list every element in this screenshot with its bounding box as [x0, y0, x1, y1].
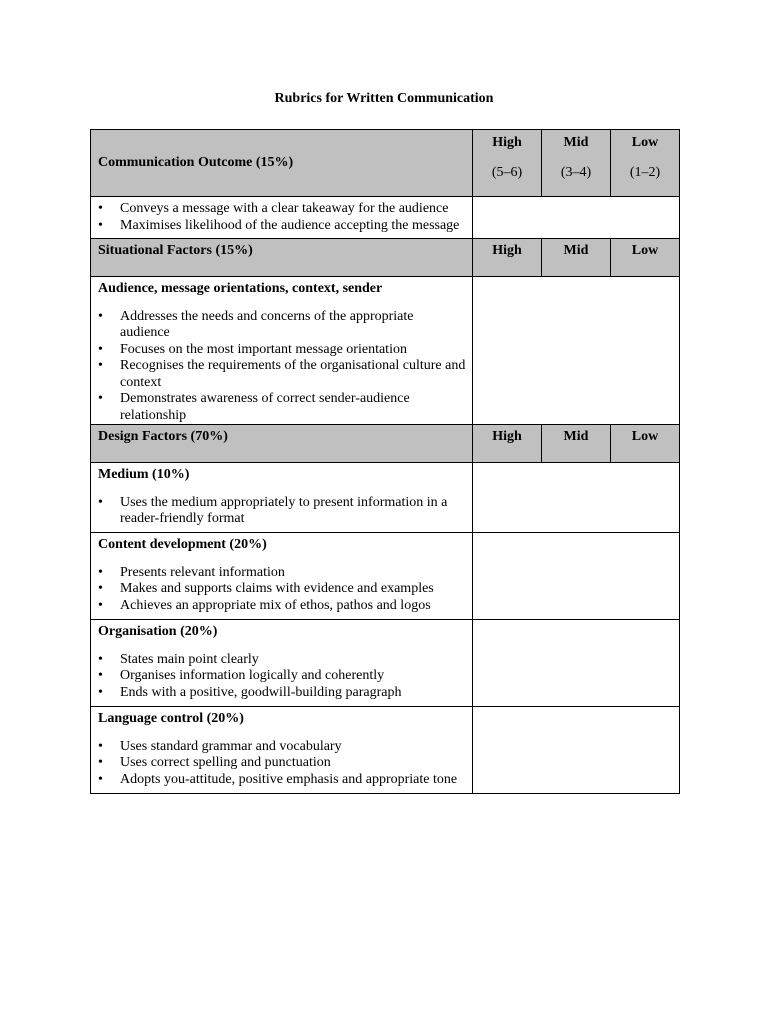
language-control-score-cell[interactable] — [473, 707, 680, 794]
language-control-list — [98, 739, 466, 789]
list-item: • Makes and supports claims with evidence and examples — [98, 581, 466, 598]
list-item: • Uses standard grammar and vocabulary — [98, 739, 466, 756]
list-item: • Conveys a message with a clear takeaway for the audience — [98, 201, 466, 218]
organisation-title: Organisation (20%) — [98, 624, 218, 639]
organisation-row — [91, 620, 680, 707]
situational-factors-subheading: Audience, message orientations, context, sender — [98, 281, 383, 296]
organisation-score-cell[interactable] — [473, 620, 680, 707]
situational-low-header: Low — [611, 239, 680, 277]
design-high-header: High — [473, 425, 542, 463]
situational-factors-criteria — [91, 277, 473, 425]
score-mid-range: (3–4) — [560, 164, 592, 180]
score-high-header — [473, 130, 542, 197]
medium-row — [91, 463, 680, 533]
list-item: • Organises information logically and coherently — [98, 668, 466, 685]
list-item: • States main point clearly — [98, 652, 466, 669]
score-high-range: (5–6) — [491, 164, 523, 180]
score-low-header — [611, 130, 680, 197]
language-control-criteria — [91, 707, 473, 794]
communication-outcome-header-row — [91, 130, 680, 197]
communication-outcome-criteria — [91, 197, 473, 239]
content-development-title: Content development (20%) — [98, 537, 267, 552]
organisation-criteria — [91, 620, 473, 707]
list-item: • Focuses on the most important message orientation — [98, 342, 466, 359]
list-item: • Ends with a positive, goodwill-building paragraph — [98, 685, 466, 702]
language-control-row — [91, 707, 680, 794]
situational-factors-body-row — [91, 277, 680, 425]
score-mid-label: Mid — [563, 135, 589, 150]
content-development-score-cell[interactable] — [473, 533, 680, 620]
score-low-label: Low — [631, 135, 659, 150]
list-item: • Recognises the requirements of the organisational culture and context — [98, 358, 466, 391]
language-control-title: Language control (20%) — [98, 711, 244, 726]
situational-factors-header-row — [91, 239, 680, 277]
communication-outcome-score-cell[interactable] — [473, 197, 680, 239]
list-item: • Achieves an appropriate mix of ethos, pathos and logos — [98, 598, 466, 615]
content-development-criteria — [91, 533, 473, 620]
design-factors-header-row — [91, 425, 680, 463]
rubric-table — [90, 129, 680, 794]
content-development-list — [98, 565, 466, 615]
design-low-header: Low — [611, 425, 680, 463]
design-factors-heading: Design Factors (70%) — [91, 425, 473, 463]
score-mid-header — [542, 130, 611, 197]
medium-title: Medium (10%) — [98, 467, 190, 482]
medium-criteria — [91, 463, 473, 533]
situational-factors-score-cell[interactable] — [473, 277, 680, 425]
communication-outcome-heading: Communication Outcome (15%) — [91, 130, 473, 197]
page-title: Rubrics for Written Communication — [274, 91, 494, 106]
communication-outcome-list — [98, 201, 466, 234]
score-high-label: High — [492, 135, 522, 150]
list-item: • Uses correct spelling and punctuation — [98, 755, 466, 772]
organisation-list — [98, 652, 466, 702]
design-mid-header: Mid — [542, 425, 611, 463]
medium-score-cell[interactable] — [473, 463, 680, 533]
situational-factors-list — [98, 309, 466, 425]
situational-factors-heading: Situational Factors (15%) — [91, 239, 473, 277]
list-item: • Demonstrates awareness of correct sender-audience relationship — [98, 391, 466, 424]
list-item: • Addresses the needs and concerns of the appropriate audience — [98, 309, 466, 342]
medium-list — [98, 495, 466, 528]
list-item: • Uses the medium appropriately to present information in a reader-friendly format — [98, 495, 466, 528]
list-item: • Presents relevant information — [98, 565, 466, 582]
score-low-range: (1–2) — [629, 164, 661, 180]
content-development-row — [91, 533, 680, 620]
communication-outcome-body-row — [91, 197, 680, 239]
list-item: • Adopts you-attitude, positive emphasis and appropriate tone — [98, 772, 466, 789]
list-item: • Maximises likelihood of the audience accepting the message — [98, 218, 466, 235]
situational-mid-header: Mid — [542, 239, 611, 277]
situational-high-header: High — [473, 239, 542, 277]
